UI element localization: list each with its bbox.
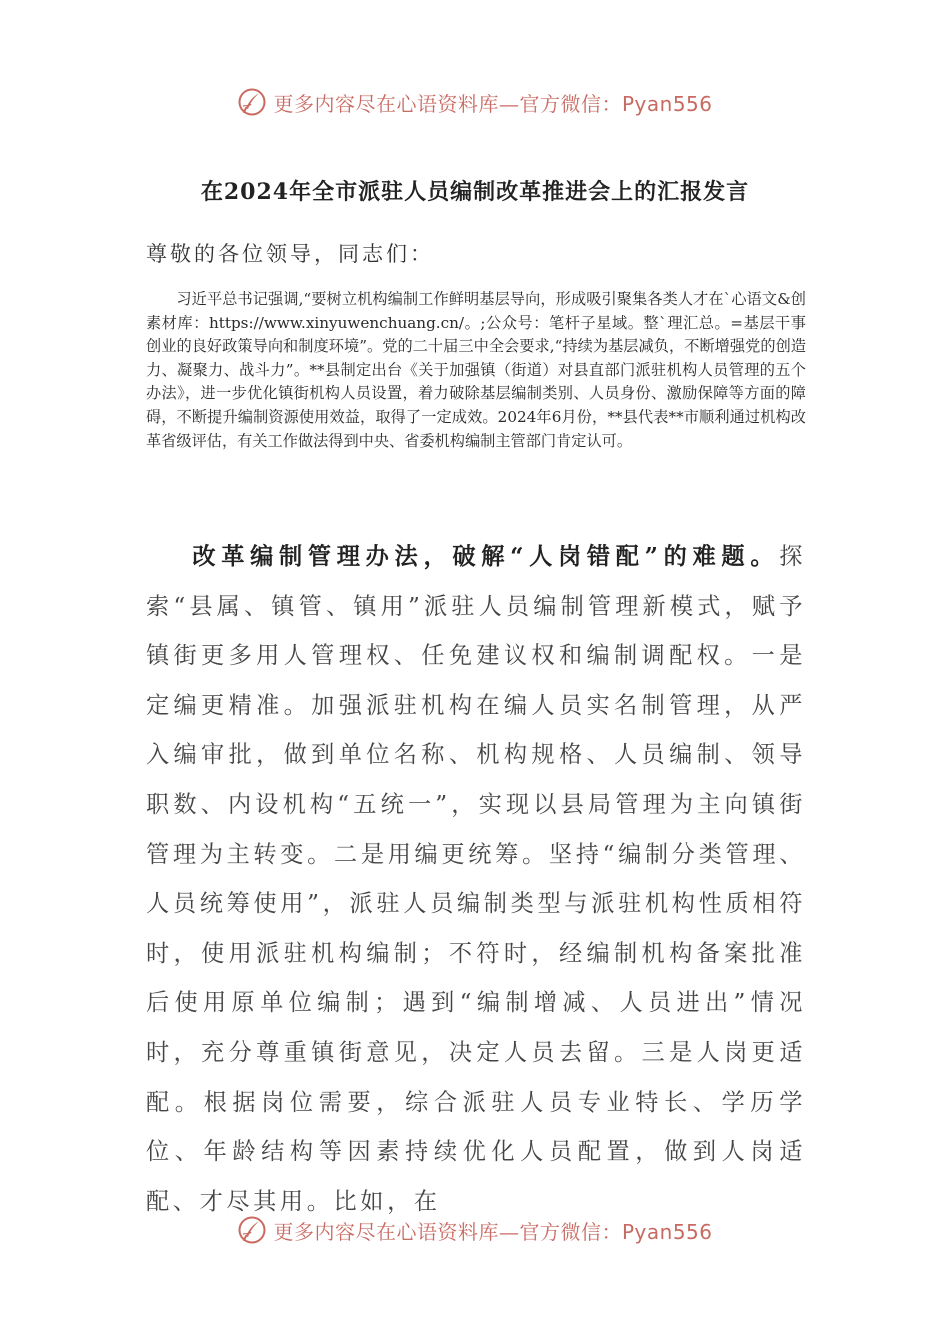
quill-logo-icon: [237, 1215, 267, 1245]
quill-logo-icon: [237, 87, 267, 117]
watermark-wechat-id: Pyan556: [621, 91, 713, 116]
watermark-label: 更多内容尽在心语资料库—官方微信：: [273, 1219, 622, 1244]
intro-paragraph: 习近平总书记强调,“要树立机构编制工作鲜明基层导向，形成吸引聚集各类人才在`心语文&创素材库：https://www.xinyuwenchuang.cn/。;公众号：笔杆子星域。整`理汇总。=基层干事创业的良好政策导向和制度环境”。党的二十届三中全会要求,“持续为基层减负，不断增强党的创造力、凝聚力、战斗力”。**县制定出台《关于加强镇（街道）对县直部门派驻机构人员管理的五个办法》，进一步优化镇街机构人员设置，着力破除基层编制类别、人员身份、激励保障等方面的障碍，不断提升编制资源使用效益，取得了一定成效。2024年6月份，**县代表**市顺利通过机构改革省级评估，有关工作做法得到中央、省委机构编制主管部门肯定认可。: [146, 290, 806, 450]
document-title: 在2024年全市派驻人员编制改革推进会上的汇报发言: [200, 179, 750, 205]
section-paragraph: [146, 532, 806, 1226]
watermark-text: [273, 1216, 712, 1245]
header-watermark: [0, 82, 950, 122]
watermark-label: 更多内容尽在心语资料库—官方微信：: [273, 91, 622, 116]
salutation: 尊敬的各位领导，同志们：: [146, 242, 434, 266]
watermark-wechat-id: Pyan556: [621, 1219, 713, 1244]
section-body: 探索“县属、镇管、镇用”派驻人员编制管理新模式，赋予镇街更多用人管理权、任免建议权和编制调配权。一是定编更精准。加强派驻机构在编人员实名制管理，从严入编审批，做到单位名称、机构规格、人员编制、领导职数、内设机构“五统一”，实现以县局管理为主向镇街管理为主转变。二是用编更统筹。坚持“编制分类管理、人员统筹使用”，派驻人员编制类型与派驻机构性质相符时，使用派驻机构编制；不符时，经编制机构备案批准后使用原单位编制；遇到“编制增减、人员进出”情况时，充分尊重镇街意见，决定人员去留。三是人岗更适配。根据岗位需要，综合派驻人员专业特长、学历学位、年龄结构等因素持续优化人员配置，做到人岗适配、才尽其用。比如，在: [146, 543, 806, 1215]
section-heading: 改革编制管理办法，破解“人岗错配”的难题。: [192, 543, 780, 570]
watermark-text: [273, 88, 712, 117]
footer-watermark: [0, 1210, 950, 1250]
